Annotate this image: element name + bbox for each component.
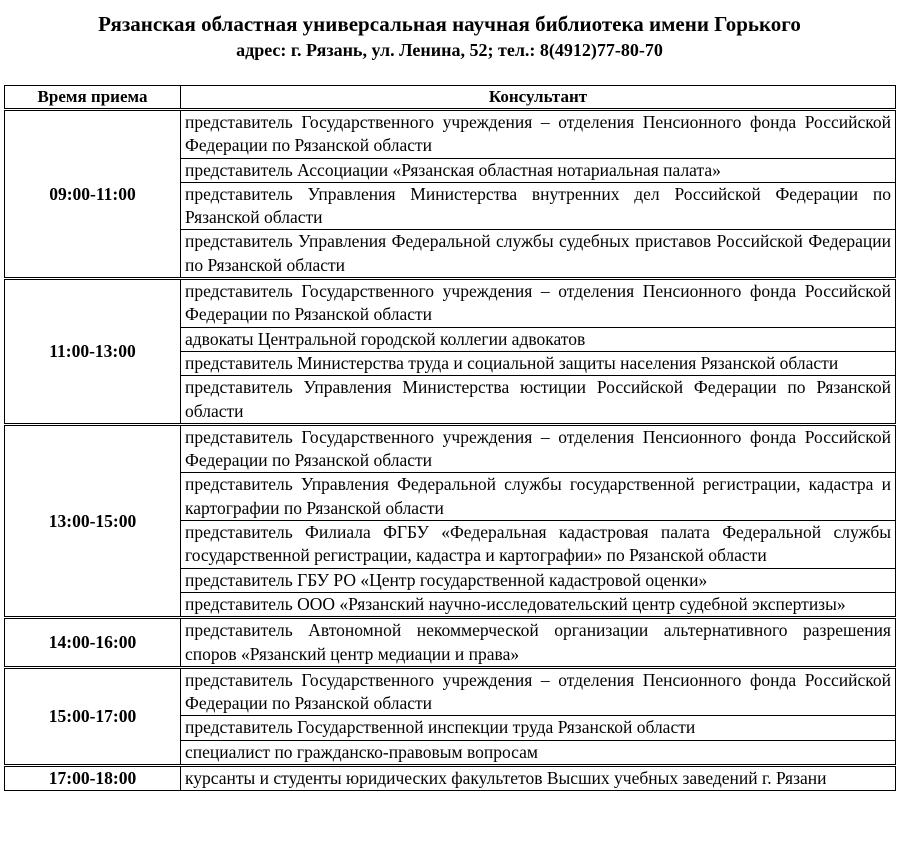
consultant-cell: представитель Государственной инспекции труда Рязанской области: [181, 716, 896, 740]
consultant-cell: адвокаты Центральной городской коллегии адвокатов: [181, 327, 896, 351]
document-title: Рязанская областная универсальная научная библиотека имени Горького: [98, 12, 801, 36]
table-row: [5, 618, 896, 668]
column-header-time: Время приема: [5, 86, 181, 110]
consultation-schedule-table: [4, 85, 896, 791]
consultant-cell: представитель ГБУ РО «Центр государственной кадастровой оценки»: [181, 568, 896, 592]
consultant-cell: курсанты и студенты юридических факультетов Высших учебных заведений г. Рязани: [181, 766, 896, 791]
consultant-cell: специалист по гражданско-правовым вопросам: [181, 740, 896, 765]
table-row: [5, 424, 896, 473]
library-address: адрес: г. Рязань, ул. Ленина, 52; тел.: 8(4912)77-80-70: [236, 40, 663, 60]
consultant-cell: представитель Государственного учреждения – отделения Пенсионного фонда Российской Федерации по Рязанской области: [181, 667, 896, 716]
table-row: [5, 110, 896, 159]
consultant-cell: представитель Филиала ФГБУ «Федеральная кадастровая палата Федеральной службы государственной регистрации, кадастра и картографии» по Рязанской области: [181, 521, 896, 569]
time-slot-cell: 13:00-15:00: [5, 424, 181, 617]
table-row: [5, 279, 896, 328]
consultant-cell: представитель Управления Министерства юстиции Российской Федерации по Рязанской области: [181, 376, 896, 425]
consultant-cell: представитель Управления Федеральной службы государственной регистрации, кадастра и картографии по Рязанской области: [181, 473, 896, 521]
consultant-cell: представитель Автономной некоммерческой организации альтернативного разрешения споров «Рязанский центр медиации и права»: [181, 618, 896, 668]
table-header-row: [5, 86, 896, 110]
consultant-cell: представитель Министерства труда и социальной защиты населения Рязанской области: [181, 351, 896, 375]
consultant-cell: представитель Ассоциации «Рязанская областная нотариальная палата»: [181, 158, 896, 182]
column-header-consultant: Консультант: [181, 86, 896, 110]
consultant-cell: представитель Государственного учреждения – отделения Пенсионного фонда Российской Федерации по Рязанской области: [181, 279, 896, 328]
consultant-cell: представитель Управления Министерства внутренних дел Российской Федерации по Рязанской области: [181, 182, 896, 230]
consultant-cell: представитель Государственного учреждения – отделения Пенсионного фонда Российской Федерации по Рязанской области: [181, 424, 896, 473]
time-slot-cell: 11:00-13:00: [5, 279, 181, 425]
consultant-cell: представитель Управления Федеральной службы судебных приставов Российской Федерации по Рязанской области: [181, 230, 896, 279]
table-row: [5, 766, 896, 791]
time-slot-cell: 15:00-17:00: [5, 667, 181, 765]
consultant-cell: представитель ООО «Рязанский научно-исследовательский центр судебной экспертизы»: [181, 592, 896, 617]
consultant-cell: представитель Государственного учреждения – отделения Пенсионного фонда Российской Федерации по Рязанской области: [181, 110, 896, 159]
time-slot-cell: 17:00-18:00: [5, 766, 181, 791]
time-slot-cell: 14:00-16:00: [5, 618, 181, 668]
table-row: [5, 667, 896, 716]
time-slot-cell: 09:00-11:00: [5, 110, 181, 279]
